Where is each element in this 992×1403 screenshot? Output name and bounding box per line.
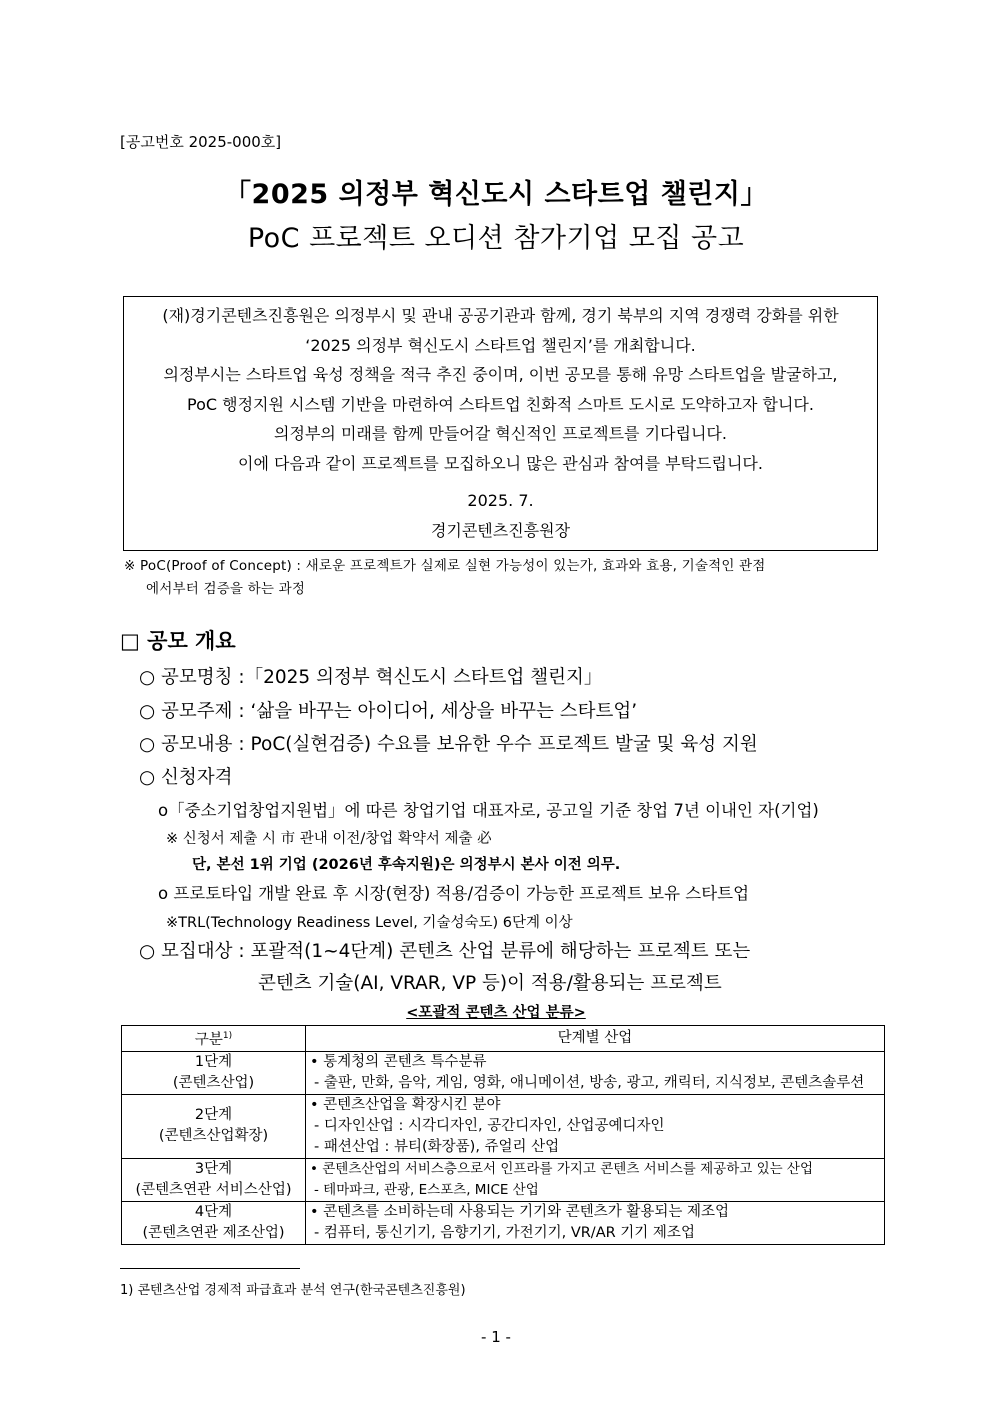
intro-box (123, 296, 878, 551)
row-category: 3단계 (콘텐츠연관 서비스산업) (122, 1158, 306, 1201)
table-row (122, 1158, 885, 1201)
intro-line: 의정부의 미래를 함께 만들어갈 혁신적인 프로젝트를 기다립니다. (274, 424, 727, 443)
intro-line: ‘2025 의정부 혁신도시 스타트업 챌린지’를 개최합니다. (305, 335, 696, 355)
eligibility-heading: ○ 신청자격 (139, 767, 233, 788)
page-number: - 1 - (481, 1328, 511, 1346)
row-description: • 콘텐츠를 소비하는데 사용되는 기기와 콘텐츠가 활용되는 제조업 - 컴퓨터, 통신기기, 음향기기, 가전기기, VR/AR 기기 제조업 (306, 1201, 885, 1244)
header-category: 구분$^{1)}$ (122, 1026, 306, 1052)
title-line-1: 「2025 의정부 혁신도시 스타트업 챌린지」 (224, 179, 768, 210)
eligibility-b: o 프로토타입 개발 완료 후 시장(현장) 적용/검증이 가능한 프로젝트 보유 스타트업 (158, 884, 750, 903)
intro-date: 2025. 7. (467, 491, 534, 510)
contest-content: ○ 공모내용 : PoC(실현검증) 수요를 보유한 우수 프로젝트 발굴 및 육성 지원 (139, 734, 758, 755)
eligibility-a: o「중소기업창업지원법」에 따른 창업기업 대표자로, 공고일 기준 창업 7년 이내인 자(기업) (158, 801, 819, 820)
footnote-divider (120, 1268, 300, 1269)
row-category: 1단계 (콘텐츠산업) (122, 1051, 306, 1094)
intro-issuer: 경기콘텐츠진흥원장 (430, 520, 571, 540)
target-line2: 콘텐츠 기술(AI, VRAR, VP 등)이 적용/활용되는 프로젝트 (258, 973, 722, 994)
row-category: 2단계 (콘텐츠산업확장) (122, 1094, 306, 1158)
contest-name: ○ 공모명칭 :「2025 의정부 혁신도시 스타트업 챌린지」 (139, 667, 603, 688)
title-line-2: PoC 프로젝트 오디션 참가기업 모집 공고 (247, 223, 745, 254)
intro-line: PoC 행정지원 시스템 기반을 마련하여 스타트업 친화적 스마트 도시로 도약하고자 합니다. (187, 394, 814, 414)
intro-line: 이에 다음과 같이 프로젝트를 모집하오니 많은 관심과 참여를 부탁드립니다. (238, 453, 763, 473)
notice-number: [공고번호 2025-000호] (120, 133, 282, 151)
table-caption: <포괄적 콘텐츠 산업 분류> (406, 1005, 586, 1021)
eligibility-a-note2: 단, 본선 1위 기업 (2026년 후속지원)은 의정부시 본사 이전 의무. (192, 857, 621, 873)
table-row (122, 1051, 885, 1094)
table-header-row (122, 1026, 885, 1052)
row-description: • 콘텐츠산업을 확장시킨 분야 - 디자인산업 : 시각디자인, 공간디자인, 산업공예디자인 - 패션산업 : 뷰티(화장품), 쥬얼리 산업 (306, 1094, 885, 1158)
intro-line: (재)경기콘텐츠진흥원은 의정부시 및 관내 공공기관과 함께, 경기 북부의 지역 경쟁력 강화를 위한 (162, 306, 839, 325)
row-description: • 통계청의 콘텐츠 특수분류 - 출판, 만화, 음악, 게임, 영화, 애니메이션, 방송, 광고, 캐릭터, 지식정보, 콘텐츠솔루션 (306, 1051, 885, 1094)
poc-note-line1: ※ PoC(Proof of Concept) : 새로운 프로젝트가 실제로 실현 가능성이 있는가, 효과와 효용, 기술적인 관점 (124, 558, 766, 574)
target-line1: ○ 모집대상 : 포괄적(1~4단계) 콘텐츠 산업 분류에 해당하는 프로젝트 또는 (139, 941, 751, 962)
poc-note (124, 555, 894, 601)
row-description: • 콘텐츠산업의 서비스층으로서 인프라를 가지고 콘텐츠 서비스를 제공하고 있는 산업 - 테마파크, 관광, E스포츠, MICE 산업 (306, 1158, 885, 1201)
contest-theme: ○ 공모주제 : ‘삶을 바꾸는 아이디어, 세상을 바꾸는 스타트업’ (139, 701, 638, 722)
poc-note-line2: 에서부터 검증을 하는 과정 (146, 581, 306, 597)
intro-line: 의정부시는 스타트업 육성 정책을 적극 추진 중이며, 이번 공모를 통해 유망 스타트업을 발굴하고, (163, 365, 838, 384)
table-row (122, 1201, 885, 1244)
footnote: 1) 콘텐츠산업 경제적 파급효과 분석 연구(한국콘텐츠진흥원) (120, 1283, 466, 1298)
footnote-ref: 1) (222, 1031, 233, 1041)
row-category: 4단계 (콘텐츠연관 제조산업) (122, 1201, 306, 1244)
section-title: □ 공모 개요 (120, 629, 236, 653)
header-industry: 단계별 산업 (306, 1026, 885, 1052)
eligibility-b-note: ※TRL(Technology Readiness Level, 기술성숙도) 6단계 이상 (166, 915, 573, 931)
table-row (122, 1094, 885, 1158)
industry-classification-table (121, 1025, 885, 1245)
eligibility-a-note1: ※ 신청서 제출 시 市 관내 이전/창업 확약서 제출 必 (166, 831, 492, 847)
